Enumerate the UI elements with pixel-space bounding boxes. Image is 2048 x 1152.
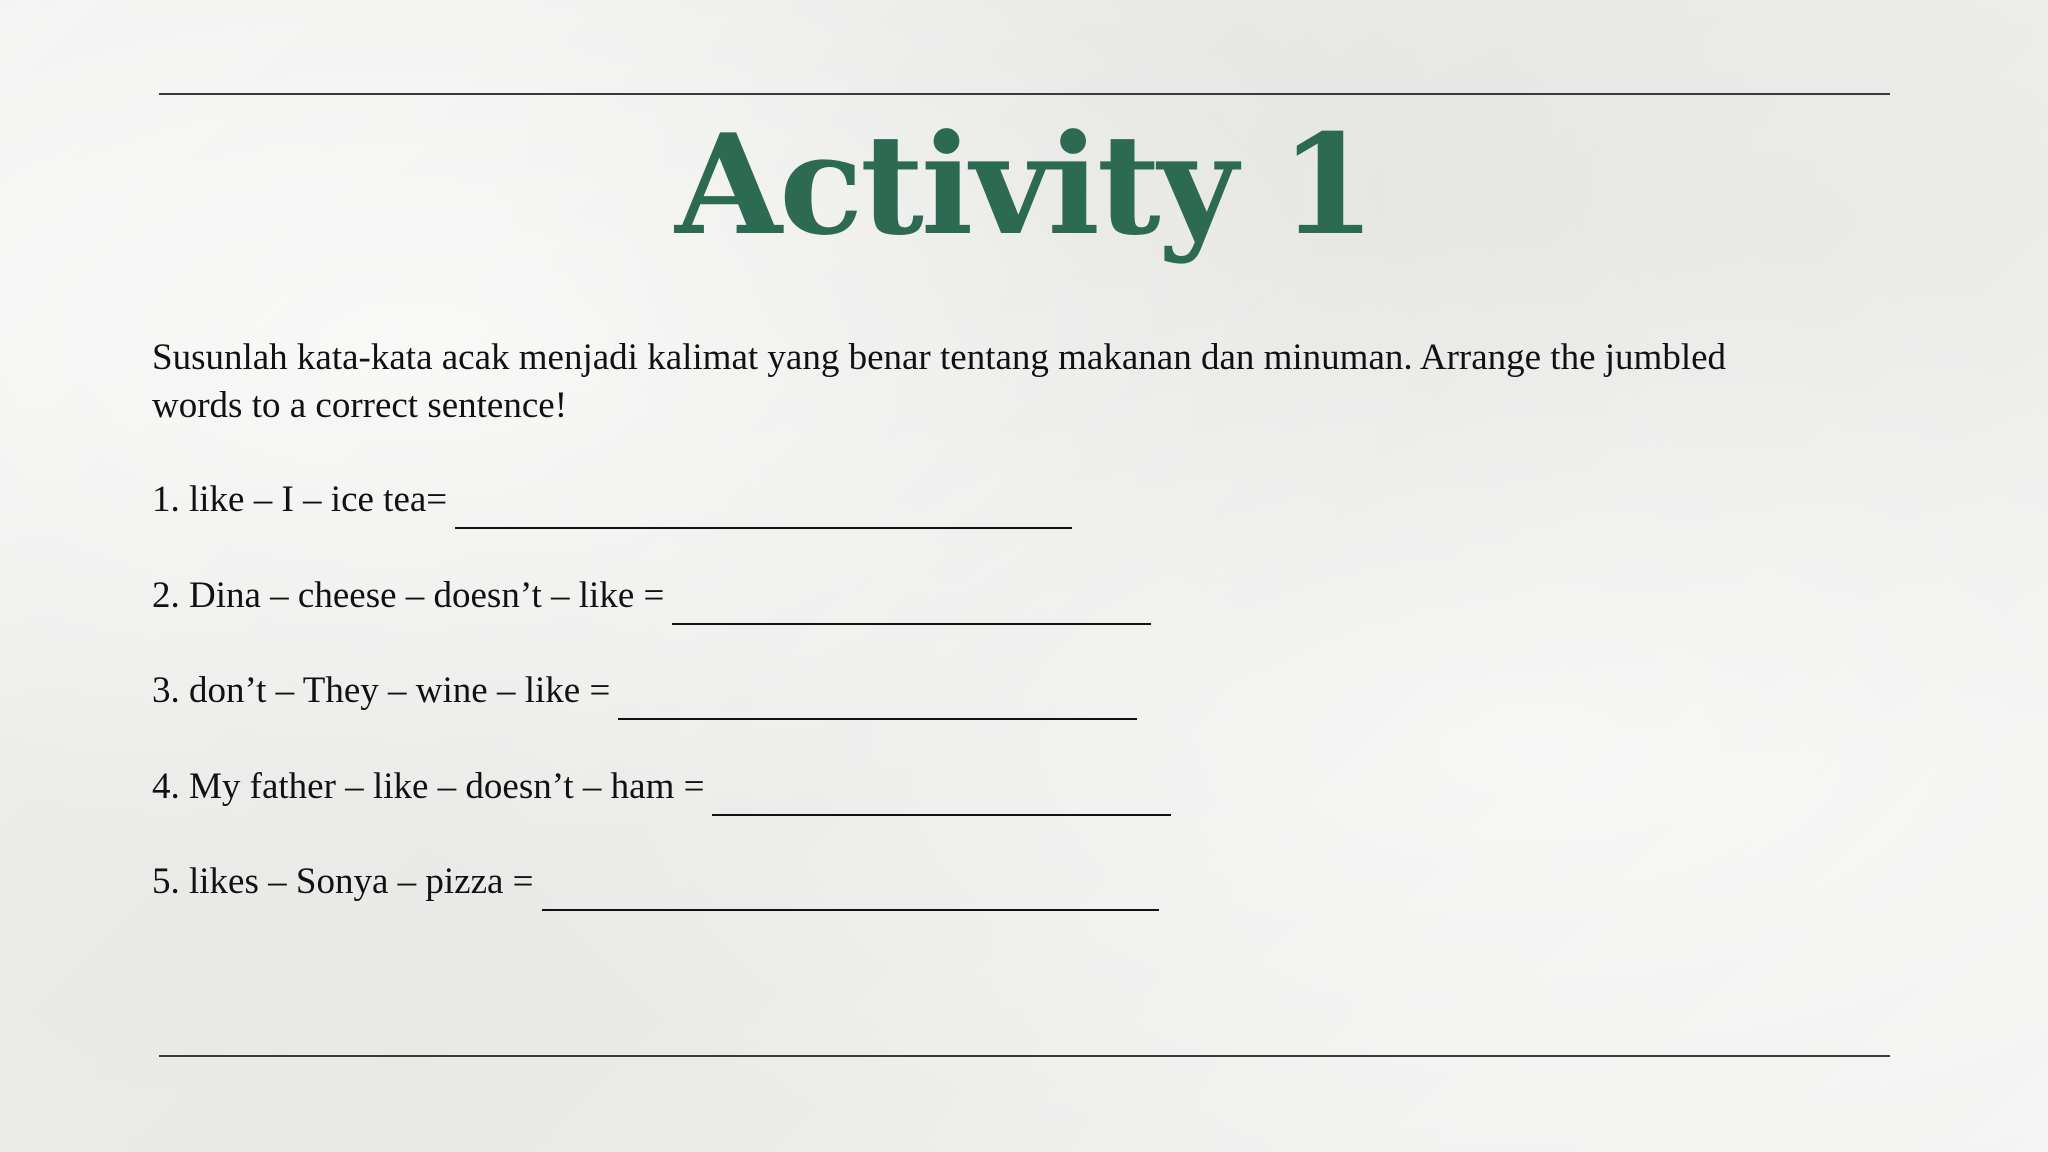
exercise-prompt: 5. likes – Sonya – pizza = <box>152 861 534 902</box>
exercise-item-4 <box>152 763 1171 859</box>
instructions-text: Susunlah kata-kata acak menjadi kalimat yang benar tentang makanan dan minuman. Arrange the jumbled words to a correct sentence! <box>152 337 1727 426</box>
answer-blank[interactable] <box>455 485 1072 529</box>
exercise-prompt: 4. My father – like – doesn’t – ham = <box>152 765 705 807</box>
slide-title: Activity 1 <box>675 103 1373 266</box>
answer-blank[interactable] <box>672 581 1151 625</box>
exercise-prompt: 2. Dina – cheese – doesn’t – like = <box>152 574 665 616</box>
answer-blank[interactable] <box>542 867 1159 911</box>
exercise-item-1 <box>152 476 1171 572</box>
exercise-prompt: 3. don’t – They – wine – like = <box>152 670 611 711</box>
exercise-prompt: 1. like – I – ice tea= <box>152 479 448 520</box>
exercise-item-5 <box>152 858 1171 954</box>
exercise-list <box>152 476 1171 954</box>
exercise-item-2 <box>152 572 1171 668</box>
answer-blank[interactable] <box>618 676 1137 720</box>
exercise-item-3 <box>152 667 1171 763</box>
bottom-divider <box>159 1055 1890 1057</box>
answer-blank[interactable] <box>712 772 1171 816</box>
